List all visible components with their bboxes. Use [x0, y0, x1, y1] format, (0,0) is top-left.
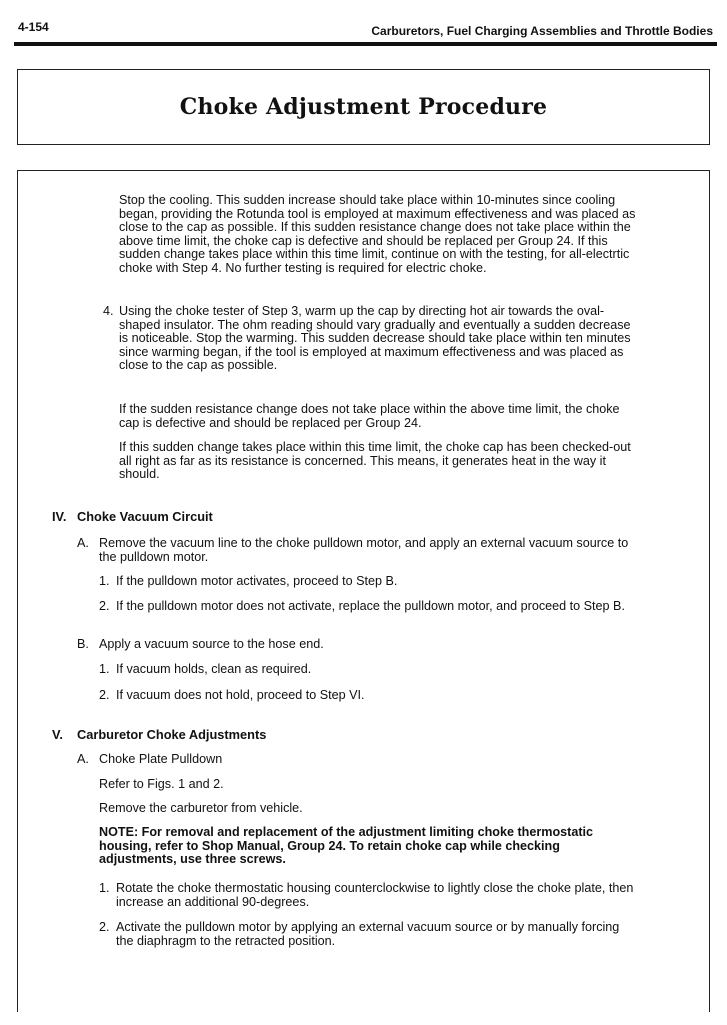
page-title: Choke Adjustment Procedure [179, 94, 548, 120]
page-number: 4-154 [18, 20, 49, 34]
section4-b-text: Apply a vacuum source to the hose end. [99, 637, 324, 651]
section5-a-step2-text: Activate the pulldown motor by applying an external vacuum source or by manually forcing the diaphragm to the retracted position. [116, 920, 620, 948]
step4-para2 [119, 403, 639, 430]
section4-b-step1 [99, 663, 639, 677]
step3-continued [119, 194, 639, 276]
section5-remove [99, 802, 639, 816]
section4-a-letter: A. [77, 536, 89, 550]
section4-a-step2 [99, 600, 639, 614]
section4-number: IV. [52, 509, 67, 524]
section5-a-letter: A. [77, 752, 89, 766]
section4-b-step2-num: 2. [99, 688, 110, 702]
step4-para3 [119, 441, 639, 482]
step4 [103, 305, 639, 373]
section4-a [77, 537, 637, 564]
section4-b-letter: B. [77, 637, 89, 651]
step4-text: Using the choke tester of Step 3, warm up the cap by directing hot air towards the oval-shaped insulator. The ohm reading should vary gradually and eventually a sudden decrease is noticeable. Stop the warming. This sudden decrease should take place within ten minutes since warming began, if the tool is employed at maximum effectiveness and was placed as close to the cap as possible. [119, 304, 631, 373]
section5-title: Carburetor Choke Adjustments [77, 727, 267, 742]
section5-refer-text: Refer to Figs. 1 and 2. [99, 777, 224, 791]
header-rule [14, 42, 717, 46]
section5-note [99, 826, 639, 867]
running-title: Carburetors, Fuel Charging Assemblies and Throttle Bodies [371, 24, 713, 38]
section4-a-step2-num: 2. [99, 599, 110, 613]
section4-a-text: Remove the vacuum line to the choke pulldown motor, and apply an external vacuum source to the pulldown motor. [99, 536, 629, 564]
step3-text: Stop the cooling. This sudden increase should take place within 10-minutes since cooling began, providing the Rotunda tool is employed at maximum effectiveness and was placed as close to the cap as possible. If this sudden resistance change does not take place within the above time limit, the choke cap is defective and should be replaced per Group 24. If this sudden change takes place within this time limit, continue on with the testing, for all-electrtic choke with Step 4. No further testing is required for electric choke. [119, 193, 636, 275]
section4-a-step2-text: If the pulldown motor does not activate, replace the pulldown motor, and proceed to Step B. [116, 599, 625, 613]
section4-a-step1-text: If the pulldown motor activates, proceed to Step B. [116, 574, 398, 588]
section4-a-step1-num: 1. [99, 574, 110, 588]
section4-title: Choke Vacuum Circuit [77, 509, 213, 524]
section5-a [77, 753, 637, 767]
section5-number: V. [52, 727, 63, 742]
section5-a-step1-num: 1. [99, 881, 110, 895]
section4-b-step1-text: If vacuum holds, clean as required. [116, 662, 312, 676]
title-box [17, 69, 710, 145]
step4-para3-text: If this sudden change takes place within this time limit, the choke cap has been checked-out all right as far as its resistance is concerned. This means, it generates heat in the way it should. [119, 440, 631, 482]
section5-refer [99, 778, 639, 792]
section5-a-text: Choke Plate Pulldown [99, 752, 223, 766]
section4-b-step2 [99, 689, 639, 703]
section5-note-text: NOTE: For removal and replacement of the adjustment limiting choke thermostatic housing, refer to Shop Manual, Group 24. To retain choke cap while checking adjustments, use three screws. [99, 825, 594, 867]
step4-number: 4. [103, 304, 114, 318]
step4-para2-text: If the sudden resistance change does not take place within the above time limit, the choke cap is defective and should be replaced per Group 24. [119, 402, 620, 430]
section4-b-step1-num: 1. [99, 662, 110, 676]
section4-a-step1 [99, 575, 639, 589]
section4-b [77, 638, 637, 652]
section5-a-step1-text: Rotate the choke thermostatic housing counterclockwise to lightly close the choke plate, then increase an additional 90-degrees. [116, 881, 634, 909]
section5-a-step2 [99, 921, 639, 948]
section5-remove-text: Remove the carburetor from vehicle. [99, 801, 303, 815]
section5-a-step1 [99, 882, 639, 909]
section5-a-step2-num: 2. [99, 920, 110, 934]
section4-b-step2-text: If vacuum does not hold, proceed to Step VI. [116, 688, 365, 702]
